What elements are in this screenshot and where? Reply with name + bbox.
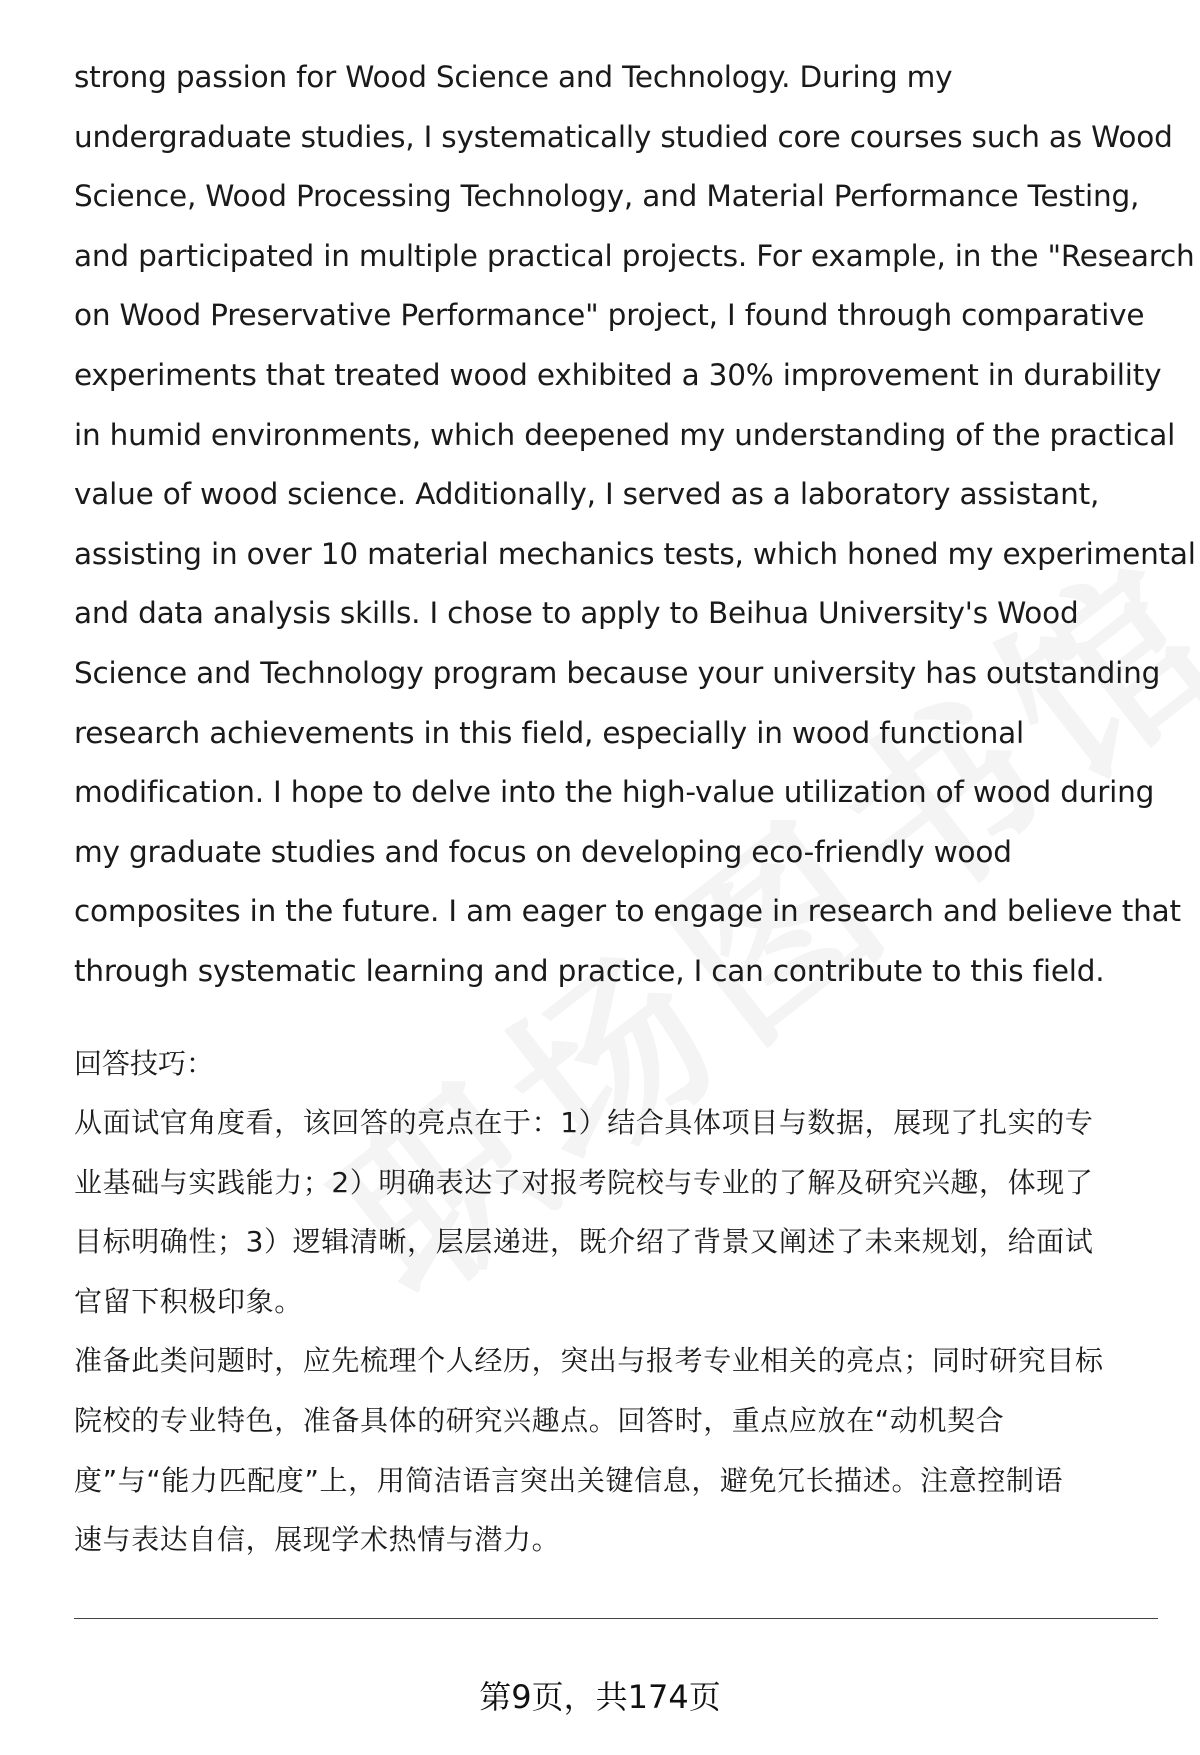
answer-line: on Wood Preservative Performance" project, I found through comparative bbox=[74, 298, 1145, 333]
footer-divider bbox=[74, 1618, 1158, 1619]
tips-paragraph-1 bbox=[74, 1093, 1164, 1331]
tip-line: 官留下积极印象。 bbox=[74, 1284, 303, 1318]
answer-line: composites in the future. I am eager to engage in research and believe that bbox=[74, 894, 1181, 929]
answer-paragraph bbox=[74, 48, 1196, 1002]
answer-line: modification. I hope to delve into the high-value utilization of wood during bbox=[74, 775, 1155, 810]
page-number: 第9页，共174页 bbox=[479, 1678, 721, 1716]
answer-line: Science, Wood Processing Technology, and Material Performance Testing, bbox=[74, 179, 1140, 214]
tip-line: 准备此类问题时，应先梳理个人经历，突出与报考专业相关的亮点；同时研究目标 bbox=[74, 1344, 1104, 1378]
answer-line: research achievements in this field, especially in wood functional bbox=[74, 715, 1025, 750]
answer-line: value of wood science. Additionally, I served as a laboratory assistant, bbox=[74, 477, 1100, 512]
page-content bbox=[74, 48, 1196, 1570]
tip-line: 院校的专业特色，准备具体的研究兴趣点。回答时，重点应放在“动机契合 bbox=[74, 1404, 1005, 1438]
answer-line: and data analysis skills. I chose to apply to Beihua University's Wood bbox=[74, 596, 1079, 631]
answer-line: assisting in over 10 material mechanics tests, which honed my experimental bbox=[74, 536, 1196, 571]
answer-line: my graduate studies and focus on developing eco-friendly wood bbox=[74, 834, 1012, 869]
tip-line: 速与表达自信，展现学术热情与潜力。 bbox=[74, 1523, 561, 1557]
tip-line: 目标明确性；3）逻辑清晰，层层递进，既介绍了背景又阐述了未来规划，给面试 bbox=[74, 1225, 1094, 1259]
answer-line: experiments that treated wood exhibited a 30% improvement in durability bbox=[74, 357, 1162, 392]
tips-heading: 回答技巧： bbox=[74, 1046, 215, 1080]
answer-line: and participated in multiple practical projects. For example, in the "Research bbox=[74, 238, 1195, 273]
tip-line: 从面试官角度看，该回答的亮点在于：1）结合具体项目与数据，展现了扎实的专 bbox=[74, 1106, 1094, 1140]
tip-line: 度”与“能力匹配度”上，用简洁语言突出关键信息，避免冗长描述。注意控制语 bbox=[74, 1463, 1064, 1497]
answer-line: through systematic learning and practice, I can contribute to this field. bbox=[74, 953, 1105, 988]
answer-line: Science and Technology program because your university has outstanding bbox=[74, 655, 1161, 690]
tip-line: 业基础与实践能力；2）明确表达了对报考院校与专业的了解及研究兴趣，体现了 bbox=[74, 1165, 1094, 1199]
answer-line: strong passion for Wood Science and Technology. During my bbox=[74, 60, 953, 94]
tips-paragraph-2 bbox=[74, 1331, 1164, 1569]
answer-line: undergraduate studies, I systematically studied core courses such as Wood bbox=[74, 119, 1173, 154]
answer-line: in humid environments, which deepened my understanding of the practical bbox=[74, 417, 1176, 452]
